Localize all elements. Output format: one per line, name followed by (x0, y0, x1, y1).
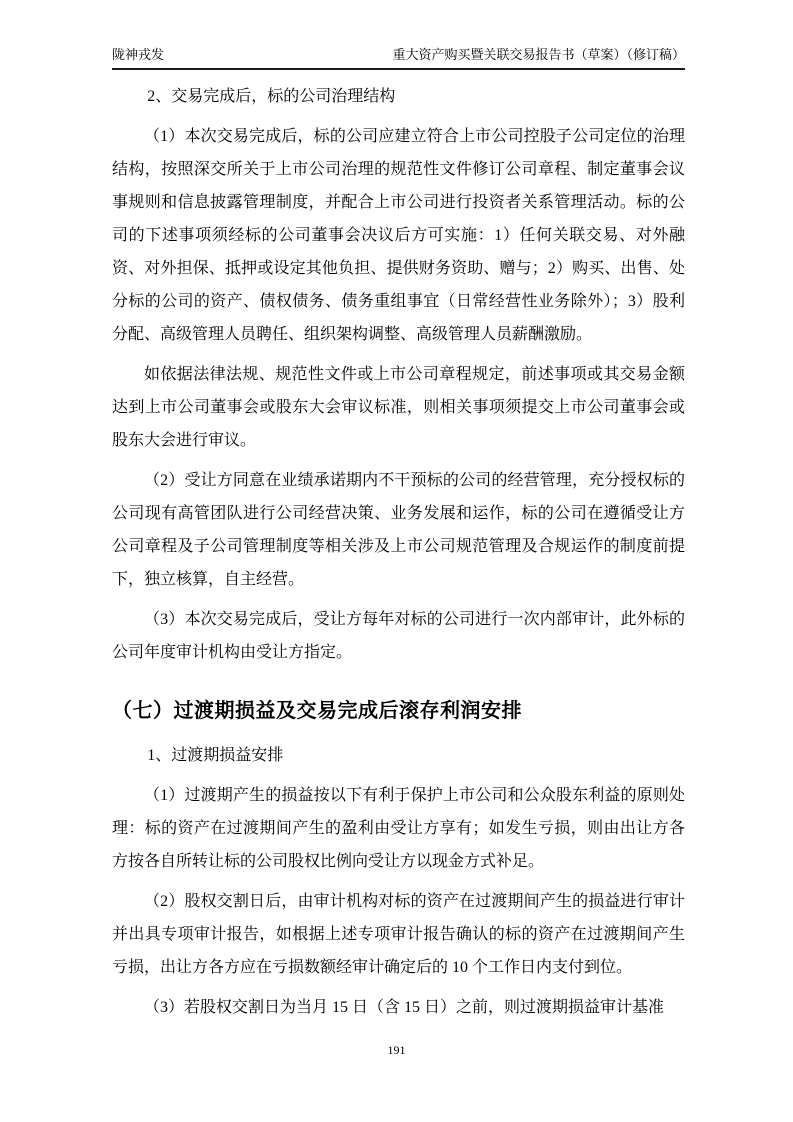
paragraph-governance-2: （2）受让方同意在业绩承诺期内不干预标的公司的经营管理，充分授权标的公司现有高管团队进行公司经营决策、业务发展和运作，标的公司在遵循受让方公司章程及子公司管理制度等相关涉及上市公司规范管理及合规运作的制度前提下，独立核算，自主经营。 (112, 471, 685, 588)
heading-governance-structure: 2、交易完成后，标的公司治理结构 (147, 87, 396, 105)
page-number: 191 (387, 1043, 406, 1057)
section-heading-seven: （七）过渡期损益及交易完成后滚存利润安排 (112, 699, 522, 722)
paragraph-transition-2: （2）股权交割日后，由审计机构对标的资产在过渡期间产生的损益进行审计并出具专项审计报告，如根据上述专项审计报告确认的标的资产在过渡期间产生亏损，出让方各方应在亏损数额经审计确定后的 10 个工作日内支付到位。 (112, 892, 685, 976)
paragraph-governance-1: （1）本次交易完成后，标的公司应建立符合上市公司控股子公司定位的治理结构，按照深交所关于上市公司治理的规范性文件修订公司章程、制定董事会议事规则和信息披露管理制度，并配合上市公司进行投资者关系管理活动。标的公司的下述事项须经标的公司董事会决议后方可实施：1）任何关联交易、对外融资、对外担保、抵押或设定其他负担、提供财务资助、赠与；2）购买、出售、处分标的公司的资产、债权债务、债务重组事宜（日常经营性业务除外）；3）股利分配、高级管理人员聘任、组织架构调整、高级管理人员薪酬激励。 (112, 127, 685, 343)
page-header (112, 47, 685, 70)
paragraph-governance-review: 如依据法律法规、规范性文件或上市公司章程规定，前述事项或其交易金额达到上市公司董事会或股东大会审议标准，则相关事项须提交上市公司董事会或股东大会进行审议。 (112, 365, 685, 449)
page-footer (0, 1043, 793, 1058)
heading-transition-period: 1、过渡期损益安排 (147, 746, 284, 764)
header-report-title: 重大资产购买暨关联交易报告书（草案）（修订稿） (392, 47, 685, 62)
header-company-name: 陇神戎发 (112, 47, 165, 62)
paragraph-transition-3: （3）若股权交割日为当月 15 日（含 15 日）之前，则过渡期损益审计基准 (144, 998, 665, 1016)
paragraph-governance-3: （3）本次交易完成后，受让方每年对标的公司进行一次内部审计，此外标的公司年度审计机构由受让方指定。 (112, 610, 685, 661)
document-body (112, 80, 685, 1024)
paragraph-transition-1: （1）过渡期产生的损益按以下有利于保护上市公司和公众股东利益的原则处理：标的资产在过渡期间产生的盈利由受让方享有；如发生亏损，则由出让方各方按各自所转让标的公司股权比例向受让方以现金方式补足。 (112, 786, 685, 870)
